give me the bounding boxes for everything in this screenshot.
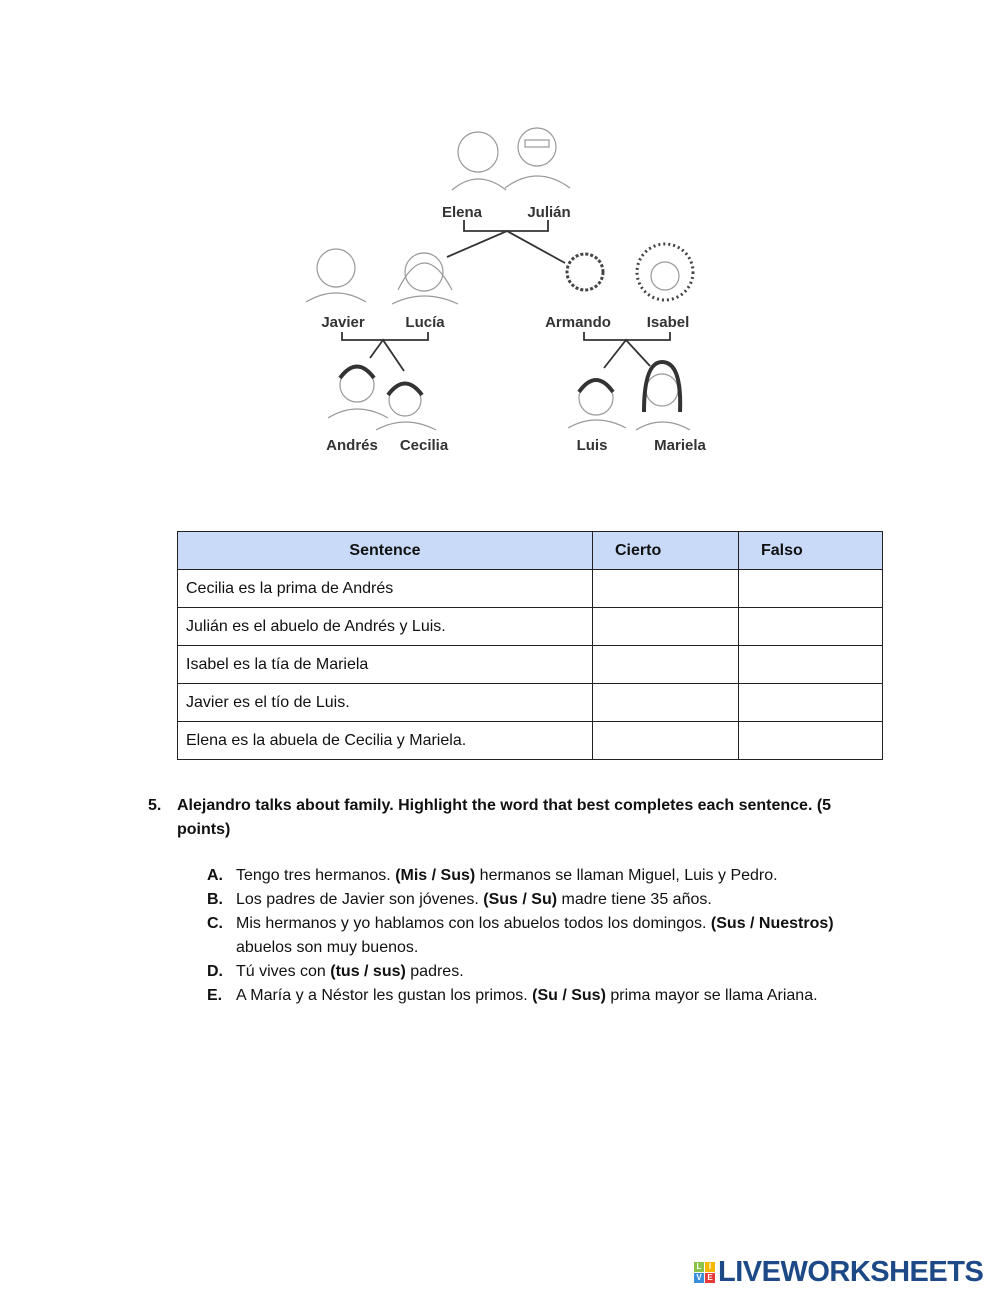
portrait-armando [567, 254, 603, 290]
item-choice[interactable]: (tus / sus) [330, 963, 406, 980]
portrait-lucia [392, 253, 458, 304]
item-letter: E. [207, 987, 223, 1004]
item-choice[interactable]: (Sus / Su) [483, 891, 558, 908]
table-row [178, 646, 883, 684]
item-letter: B. [207, 891, 223, 908]
cierto-cell[interactable] [593, 722, 739, 760]
list-item [207, 864, 847, 888]
item-text: madre tiene 35 años. [557, 891, 712, 908]
item-letter: C. [207, 915, 223, 932]
family-tree-illustration [0, 0, 1000, 470]
item-choice[interactable]: (Su / Sus) [532, 987, 606, 1004]
logo-block: V [694, 1273, 704, 1283]
name-luis: Luis [576, 437, 608, 454]
table-row [178, 722, 883, 760]
logo-text: LIVEWORKSHEETS [718, 1256, 984, 1288]
item-text: A María y a Néstor les gustan los primos. [236, 987, 533, 1004]
name-lucia: Lucía [405, 314, 445, 331]
cierto-cell[interactable] [593, 684, 739, 722]
table-header-row [178, 532, 883, 570]
name-cecilia: Cecilia [399, 437, 449, 454]
name-isabel: Isabel [646, 314, 690, 331]
name-elena: Elena [441, 204, 483, 221]
portrait-cecilia [376, 384, 436, 431]
header-sentence: Sentence [178, 532, 593, 570]
table-row [178, 684, 883, 722]
portrait-isabel [637, 244, 693, 300]
item-text: abuelos son muy buenos. [236, 939, 419, 956]
item-text: padres. [405, 963, 464, 980]
sentence-cell: Elena es la abuela de Cecilia y Mariela. [178, 722, 593, 760]
cierto-cell[interactable] [593, 608, 739, 646]
logo-block: E [705, 1273, 715, 1283]
sentence-cell: Julián es el abuelo de Andrés y Luis. [178, 608, 593, 646]
portrait-andres [328, 367, 388, 419]
table-row [178, 570, 883, 608]
portrait-julian [505, 128, 570, 188]
logo-block: L [694, 1262, 704, 1272]
list-item [207, 984, 847, 1008]
cierto-falso-table [177, 531, 883, 760]
item-choice[interactable]: (Sus / Nuestros) [710, 915, 834, 932]
sentence-cell: Cecilia es la prima de Andrés [178, 570, 593, 608]
tree-connectors [342, 220, 670, 371]
question-items [207, 864, 847, 1008]
falso-cell[interactable] [739, 684, 883, 722]
logo-block: I [705, 1262, 715, 1272]
logo-blocks-icon [694, 1262, 715, 1283]
item-text: Tú vives con [236, 963, 331, 980]
portrait-elena [452, 132, 506, 190]
portrait-luis [568, 380, 626, 428]
item-letter: A. [207, 867, 223, 884]
portrait-sketches [306, 128, 693, 430]
name-armando: Armando [545, 314, 611, 331]
liveworksheets-logo [694, 1256, 983, 1289]
header-falso: Falso [739, 532, 883, 570]
portrait-javier [306, 249, 366, 302]
header-cierto: Cierto [593, 532, 739, 570]
name-andres: Andrés [326, 437, 378, 454]
falso-cell[interactable] [739, 608, 883, 646]
list-item [207, 960, 847, 984]
item-text: Tengo tres hermanos. [236, 867, 396, 884]
list-item [207, 912, 847, 960]
cierto-cell[interactable] [593, 570, 739, 608]
cierto-cell[interactable] [593, 646, 739, 684]
item-text: Mis hermanos y yo hablamos con los abuelos todos los domingos. [236, 915, 711, 932]
name-javier: Javier [321, 314, 365, 331]
falso-cell[interactable] [739, 646, 883, 684]
item-text: Los padres de Javier son jóvenes. [236, 891, 484, 908]
list-item [207, 888, 847, 912]
table-row [178, 608, 883, 646]
item-choice[interactable]: (Mis / Sus) [395, 867, 476, 884]
portrait-mariela [636, 362, 690, 430]
falso-cell[interactable] [739, 722, 883, 760]
item-text: hermanos se llaman Miguel, Luis y Pedro. [475, 867, 778, 884]
question-prompt: Alejandro talks about family. Highlight the word that best completes each sentence. (5 points) [177, 797, 832, 838]
sentence-cell: Isabel es la tía de Mariela [178, 646, 593, 684]
falso-cell[interactable] [739, 570, 883, 608]
question-number: 5. [148, 797, 162, 814]
item-text: prima mayor se llama Ariana. [605, 987, 818, 1004]
sentence-cell: Javier es el tío de Luis. [178, 684, 593, 722]
item-letter: D. [207, 963, 223, 980]
name-mariela: Mariela [654, 437, 706, 454]
name-julian: Julián [527, 204, 571, 221]
